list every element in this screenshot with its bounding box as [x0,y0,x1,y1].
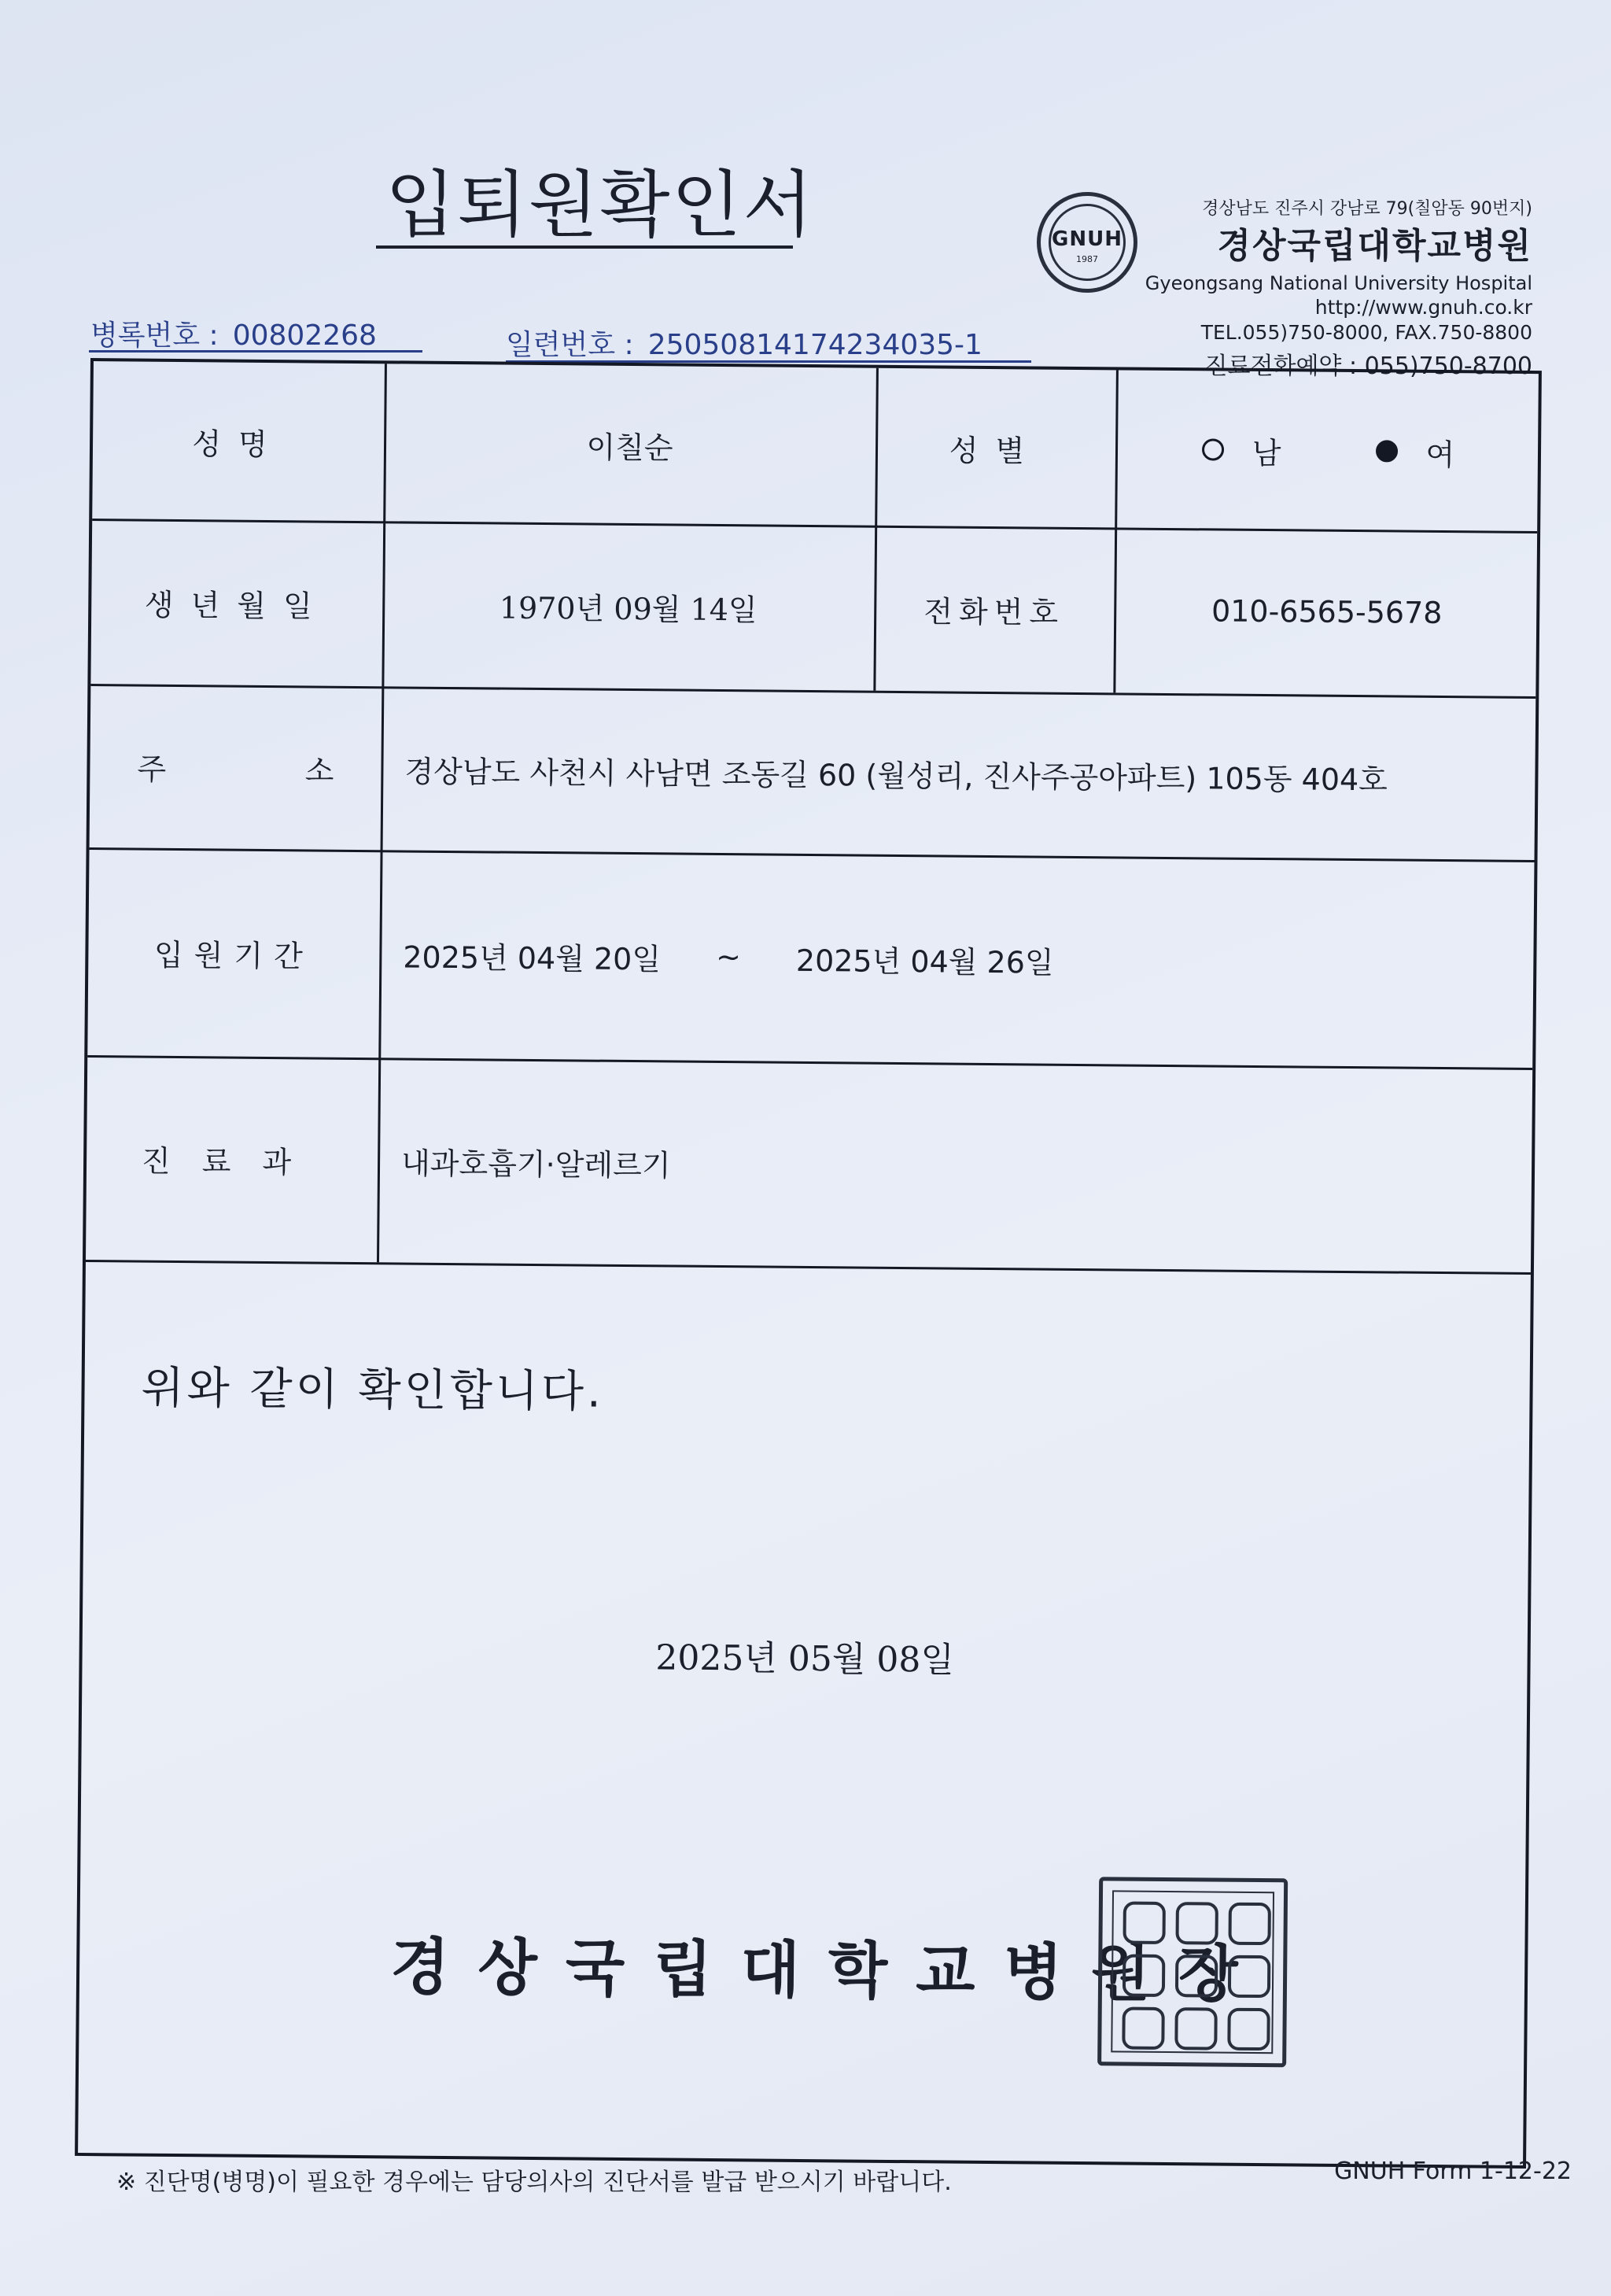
seal-abbreviation: GNUH [1052,227,1123,251]
admission-period-value [402,851,1528,1068]
phone-label: 전화번호 [923,593,1065,630]
address-label [90,684,382,850]
hospital-address: 경상남도 진주시 강남로 79(칠암동 90번지) [1202,199,1532,219]
phone-value: 010-6565-5678 [1211,593,1443,631]
birth-label: 생년월일 [144,587,330,624]
name-label: 성명 [192,426,285,462]
hospital-name-english: Gyeongsang National University Hospital [1145,272,1532,294]
record-number [90,313,377,353]
hospital-reservation: 진료전화예약 : 055)750-8700 [1204,353,1532,380]
gender-option-female[interactable] [1375,430,1454,474]
document-title: 입퇴원확인서 [385,163,815,247]
serial-number-value: 25050814174234035-1 [647,329,982,361]
serial-number-label: 일련번호 : [506,329,634,361]
admission-start-date: 2025년 04월 20일 [403,939,662,976]
form-number: GNUH Form 1-12-22 [1334,2158,1572,2185]
radio-empty-icon [1202,438,1224,460]
hospital-name: 경상국립대학교병원 [1217,226,1532,266]
gender-option-male[interactable] [1202,428,1281,472]
gender-label: 성별 [949,433,1042,469]
name-value: 이칠순 [586,430,673,465]
serial-number [506,323,982,363]
gender-option-female-label: 여 [1425,437,1455,472]
address-label-part: 소 [304,752,334,788]
admission-end-date: 2025년 04월 26일 [795,943,1054,980]
seal-year: 1987 [1076,254,1098,264]
footnote: ※ 진단명(병명)이 필요한 경우에는 담당의사의 진단서를 발급 받으시기 바랍니다. [116,2169,952,2196]
record-number-value: 00802268 [232,319,377,352]
gender-options [1115,370,1542,531]
certificate-frame [75,358,1542,2169]
issuer-signature: 경상국립대학교병원장 [389,1931,1267,2011]
admission-period-label: 입원기간 [153,937,314,974]
issue-date: 2025년 05월 08일 [655,1637,955,1681]
address-value: 경상남도 사천시 사남면 조동길 60 (월성리, 진사주공아파트) 105동 404호 [404,754,1388,797]
department-value: 내과호흡기·알레르기 [400,1145,671,1183]
admission-period-separator: ~ [715,939,742,975]
record-number-label: 병록번호 : [90,319,219,352]
address-label-part: 주 [137,751,167,787]
hospital-website[interactable]: http://www.gnuh.co.kr [1314,296,1532,319]
radio-filled-icon [1375,440,1397,462]
birth-value: 1970년 09월 14일 [499,590,758,627]
title-underline [376,245,793,249]
record-number-underline [89,350,422,353]
confirmation-statement: 위와 같이 확인합니다. [141,1362,605,1418]
hospital-tel-fax: TEL.055)750-8000, FAX.750-8800 [1200,321,1532,344]
official-stamp-icon [1097,1877,1288,2067]
hospital-seal-icon [1037,192,1137,293]
gender-option-male-label: 남 [1252,435,1281,471]
department-label: 진료과 [141,1143,323,1180]
